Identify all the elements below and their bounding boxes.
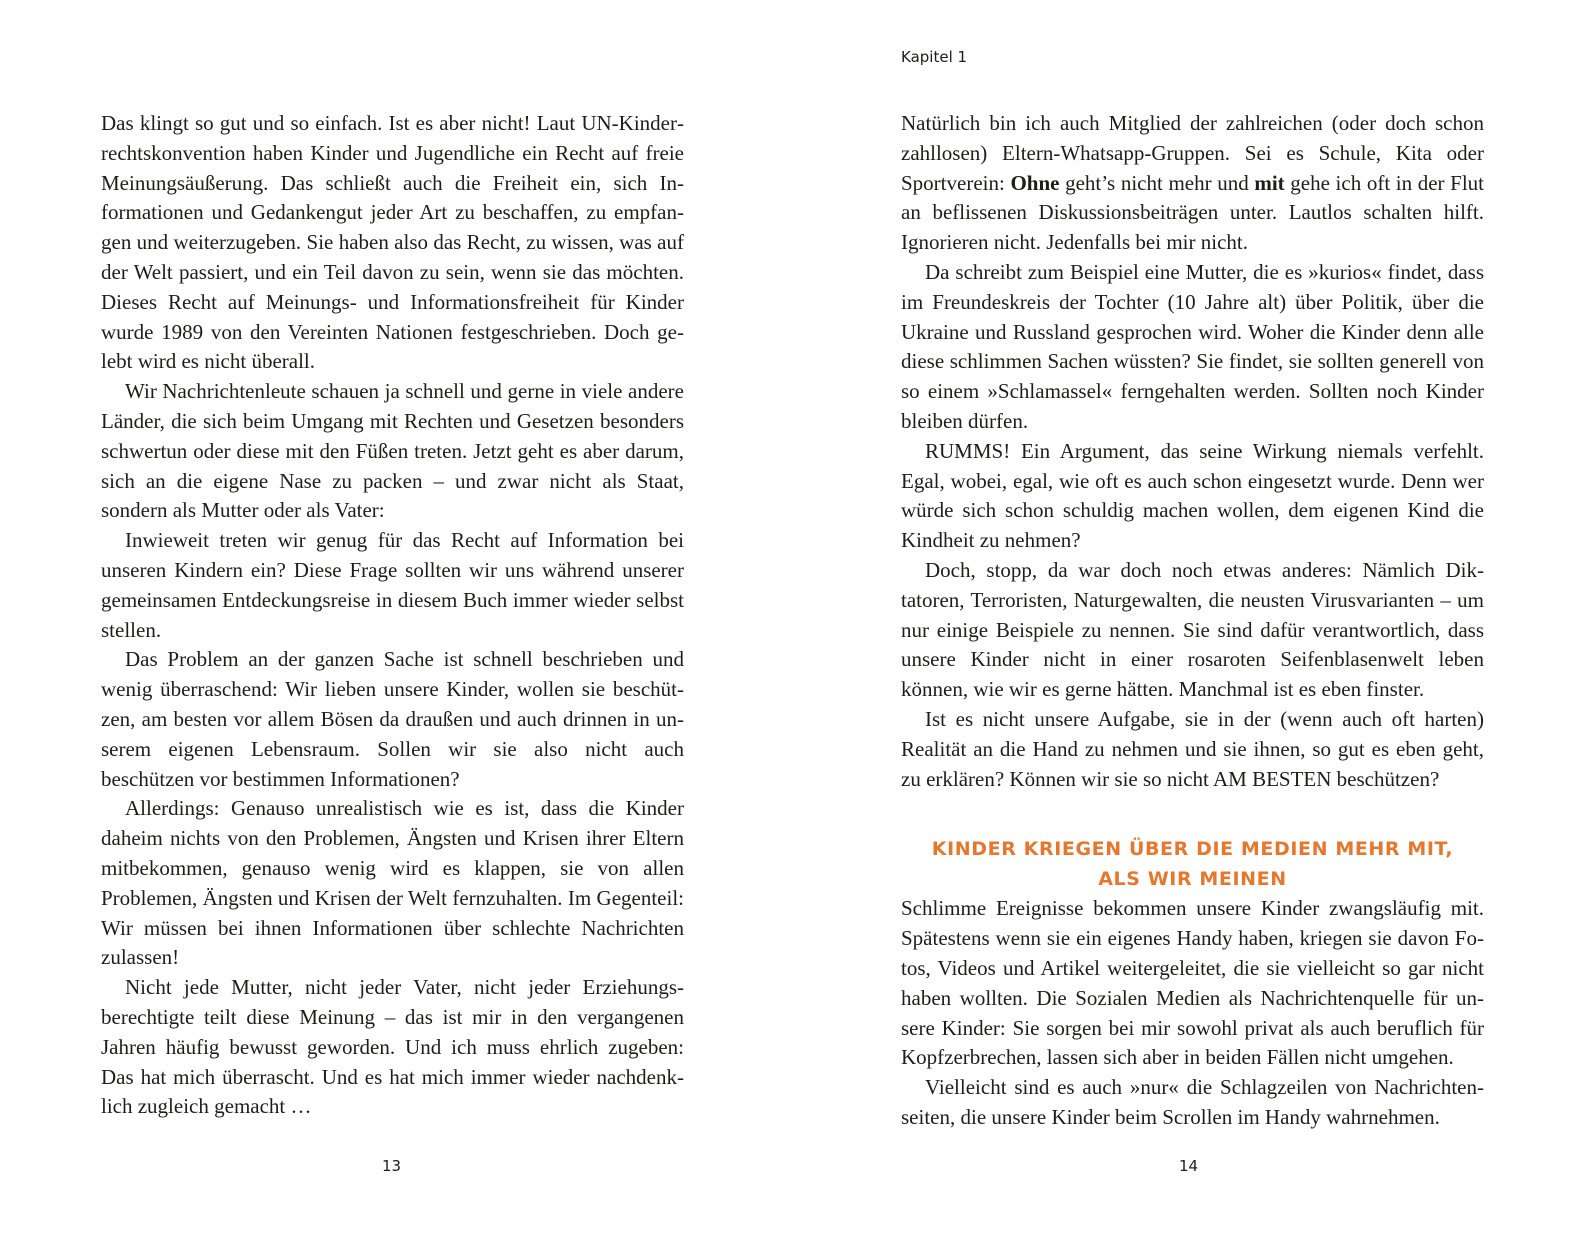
left-page-body xyxy=(101,109,684,1122)
right-page xyxy=(797,0,1594,1240)
body-paragraph: Das Problem an der ganzen Sache ist schnell beschrieben und wenig überraschend: Wir lieben unsere Kinder, wollen sie beschützen, am besten vor allem Bösen da draußen und auch drinnen in unserem eigenen Lebensraum. Sollen wir sie also nicht auch beschützen vor bestimmen Informationen? xyxy=(101,647,684,791)
body-paragraph: Wir Nachrichtenleute schauen ja schnell und gerne in viele andere Länder, die sich beim Umgang mit Rechten und Gesetzen besonders schwertun oder diese mit den Füßen treten. Jetzt geht es aber darum, sich an die eigene Nase zu packen – und zwar nicht als Staat, sondern als Mutter oder als Vater: xyxy=(101,379,684,523)
page-number: 13 xyxy=(382,1157,402,1175)
right-page-body xyxy=(901,109,1484,1133)
text-run: geht’s nicht mehr und xyxy=(1059,170,1255,195)
text-run: gehe ich oft in der Flut an beflissenen Diskussionsbeiträgen unter. Lautlos schalten hilft. Ignorieren nicht. Jedenfalls bei mir nicht. xyxy=(901,170,1484,255)
body-paragraph: Ist es nicht unsere Aufgabe, sie in der (wenn auch oft harten) Realität an die Hand zu nehmen und sie ihnen, so gut es eben geht, zu erklären? Können wir sie so nicht AM BESTEN beschützen? xyxy=(901,706,1484,791)
body-paragraph: Doch, stopp, da war doch noch etwas anderes: Nämlich Diktatoren, Terroristen, Naturgewalten, die neusten Virusvarianten – um nur einige Beispiele zu nennen. Sie sind dafür verantwortlich, dass unsere Kinder nicht in einer rosaroten Seifenblasenwelt leben können, wie wir es gerne hätten. Manchmal ist es eben finster. xyxy=(901,557,1484,702)
section-heading-line: ALS WIR MEINEN xyxy=(1098,868,1287,891)
bold-word-mit: mit xyxy=(1254,170,1285,195)
page-number: 14 xyxy=(1179,1157,1199,1175)
body-paragraph: RUMMS! Ein Argument, das seine Wirkung niemals verfehlt. Egal, wobei, egal, wie oft es auch schon eingesetzt wurde. Denn wer würde sich schon schuldig machen wollen, dem eigenen Kind die Kindheit zu nehmen? xyxy=(901,438,1484,553)
body-paragraph: Nicht jede Mutter, nicht jeder Vater, nicht jeder Erziehungsberechtigte teilt diese Meinung – das ist mir in den vergangenen Jahren häufig bewusst geworden. Und ich muss ehrlich zugeben: Das hat mich überrascht. Und es hat mich immer wieder nachdenklich zugleich gemacht … xyxy=(101,975,684,1119)
body-paragraph: Allerdings: Genauso unrealistisch wie es ist, dass die Kinder daheim nichts von den Problemen, Ängsten und Krisen ihrer Eltern mitbekommen, genauso wenig wird es klappen, sie von allen Problemen, Ängsten und Krisen der Welt fernzuhalten. Im Gegenteil: Wir müssen bei ihnen Informationen über schlechte Nachrichten zulassen! xyxy=(101,796,684,970)
text-run: Natürlich bin ich auch Mitglied der zahlreichen (oder doch schon zahllosen) Eltern-Whatsapp-Gruppen. Sei es Schule, Kita oder Sportverein: xyxy=(901,111,1484,195)
body-paragraph: Da schreibt zum Beispiel eine Mutter, die es »kurios« findet, dass im Freundeskreis der Tochter (10 Jahre alt) über Politik, über die Ukraine und Russland gesprochen wird. Woher die Kinder denn alle diese schlimmen Sachen wüssten? Sie findet, sie sollten generell von so einem »Schlamassel« ferngehalten werden. Sollten noch Kinder bleiben dürfen. xyxy=(901,259,1484,433)
body-paragraph: Vielleicht sind es auch »nur« die Schlagzeilen von Nachrichtenseiten, die unsere Kinder beim Scrollen im Handy wahrnehmen. xyxy=(901,1075,1484,1129)
section-heading xyxy=(901,834,1484,894)
bold-word-ohne: Ohne xyxy=(1010,170,1060,195)
body-paragraph: Inwieweit treten wir genug für das Recht auf Information bei unseren Kindern ein? Diese Frage sollten wir uns während unserer gemeinsamen Entdeckungsreise in diesem Buch immer wieder selbst stellen. xyxy=(101,528,684,642)
body-paragraph: Schlimme Ereignisse bekommen unsere Kinder zwangsläufig mit. Spätestens wenn sie ein eigenes Handy haben, kriegen sie davon Fotos, Videos und Artikel weitergeleitet, die sie vielleicht so gar nicht haben wollten. Die Sozialen Medien als Nachrichtenquelle für unsere Kinder: Sie sorgen bei mir sowohl privat als auch beruflich für Kopfzerbrechen, lassen sich aber in beiden Fällen nicht umgehen. xyxy=(901,896,1484,1070)
body-paragraph: Das klingt so gut und so einfach. Ist es aber nicht! Laut UN-Kinderrechtskonvention haben Kinder und Jugendliche ein Recht auf freie Meinungsäußerung. Das schließt auch die Freiheit ein, sich Informationen und Gedankengut jeder Art zu beschaffen, zu empfangen und weiterzugeben. Sie haben also das Recht, zu wissen, was auf der Welt passiert, und ein Teil davon zu sein, wenn sie das möchten. Dieses Recht auf Meinungs- und Informationsfreiheit für Kinder wurde 1989 von den Vereinten Nationen festgeschrieben. Doch gelebt wird es nicht überall. xyxy=(101,111,684,374)
section-heading-line: KINDER KRIEGEN ÜBER DIE MEDIEN MEHR MIT, xyxy=(931,838,1454,861)
running-head-chapter: Kapitel 1 xyxy=(901,48,968,66)
body-paragraph xyxy=(901,109,1484,258)
